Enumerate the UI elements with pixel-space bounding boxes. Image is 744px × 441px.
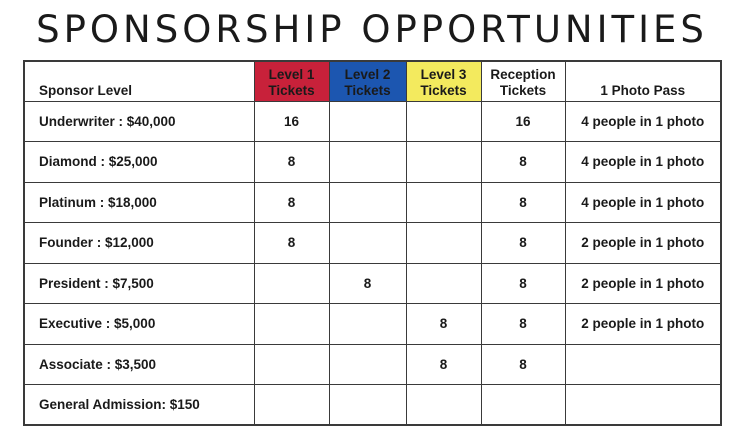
level3-tickets-cell [406, 223, 481, 264]
header-level2-tickets [329, 61, 406, 101]
photo-pass-cell: 4 people in 1 photo [565, 142, 721, 183]
header-level2-line2: Tickets [344, 82, 391, 98]
header-photo-pass: 1 Photo Pass [565, 61, 721, 101]
header-sponsor-level: Sponsor Level [24, 61, 254, 101]
reception-tickets-cell: 16 [481, 101, 565, 142]
header-level2-line1: Level 2 [344, 66, 391, 82]
level1-tickets-cell [254, 385, 329, 426]
header-level3-line1: Level 3 [420, 66, 467, 82]
header-level1-line1: Level 1 [268, 66, 315, 82]
sponsor-level-cell: Diamond : $25,000 [24, 142, 254, 183]
table-row [24, 304, 721, 345]
header-reception-line1: Reception [490, 66, 556, 82]
level3-tickets-cell [406, 101, 481, 142]
sponsor-level-cell: Underwriter : $40,000 [24, 101, 254, 142]
level1-tickets-cell [254, 304, 329, 345]
table-row [24, 385, 721, 426]
level3-tickets-cell [406, 385, 481, 426]
level2-tickets-cell [329, 385, 406, 426]
level2-tickets-cell [329, 223, 406, 264]
level1-tickets-cell: 8 [254, 182, 329, 223]
level2-tickets-cell: 8 [329, 263, 406, 304]
reception-tickets-cell: 8 [481, 223, 565, 264]
photo-pass-cell: 4 people in 1 photo [565, 101, 721, 142]
level1-tickets-cell: 8 [254, 142, 329, 183]
page-title: SPONSORSHIP OPPORTUNITIES [36, 8, 708, 51]
photo-pass-cell [565, 344, 721, 385]
level1-tickets-cell: 16 [254, 101, 329, 142]
sponsor-level-cell: President : $7,500 [24, 263, 254, 304]
level1-tickets-cell [254, 344, 329, 385]
level2-tickets-cell [329, 182, 406, 223]
level1-tickets-cell: 8 [254, 223, 329, 264]
level3-tickets-cell [406, 263, 481, 304]
header-level3-line2: Tickets [420, 82, 467, 98]
sponsor-level-cell: Founder : $12,000 [24, 223, 254, 264]
level2-tickets-cell [329, 142, 406, 183]
header-level1-line2: Tickets [268, 82, 315, 98]
sponsor-level-cell: Associate : $3,500 [24, 344, 254, 385]
reception-tickets-cell [481, 385, 565, 426]
level1-tickets-cell [254, 263, 329, 304]
table-row [24, 263, 721, 304]
photo-pass-cell: 2 people in 1 photo [565, 223, 721, 264]
sponsorship-table-container [23, 60, 720, 425]
table-header-row [24, 61, 721, 101]
reception-tickets-cell: 8 [481, 142, 565, 183]
photo-pass-cell: 4 people in 1 photo [565, 182, 721, 223]
table-row [24, 101, 721, 142]
header-level1-tickets [254, 61, 329, 101]
reception-tickets-cell: 8 [481, 304, 565, 345]
reception-tickets-cell: 8 [481, 344, 565, 385]
header-reception-line2: Tickets [499, 82, 547, 98]
level2-tickets-cell [329, 344, 406, 385]
level2-tickets-cell [329, 304, 406, 345]
photo-pass-cell [565, 385, 721, 426]
table-row [24, 344, 721, 385]
photo-pass-cell: 2 people in 1 photo [565, 263, 721, 304]
level3-tickets-cell [406, 182, 481, 223]
level3-tickets-cell [406, 142, 481, 183]
header-level3-tickets [406, 61, 481, 101]
sponsor-level-cell: Executive : $5,000 [24, 304, 254, 345]
level3-tickets-cell: 8 [406, 304, 481, 345]
sponsorship-table [23, 60, 722, 426]
reception-tickets-cell: 8 [481, 182, 565, 223]
table-row [24, 223, 721, 264]
header-reception-tickets [481, 61, 565, 101]
photo-pass-cell: 2 people in 1 photo [565, 304, 721, 345]
sponsor-level-cell: General Admission: $150 [24, 385, 254, 426]
reception-tickets-cell: 8 [481, 263, 565, 304]
sponsor-level-cell: Platinum : $18,000 [24, 182, 254, 223]
table-row [24, 182, 721, 223]
level2-tickets-cell [329, 101, 406, 142]
table-row [24, 142, 721, 183]
level3-tickets-cell: 8 [406, 344, 481, 385]
